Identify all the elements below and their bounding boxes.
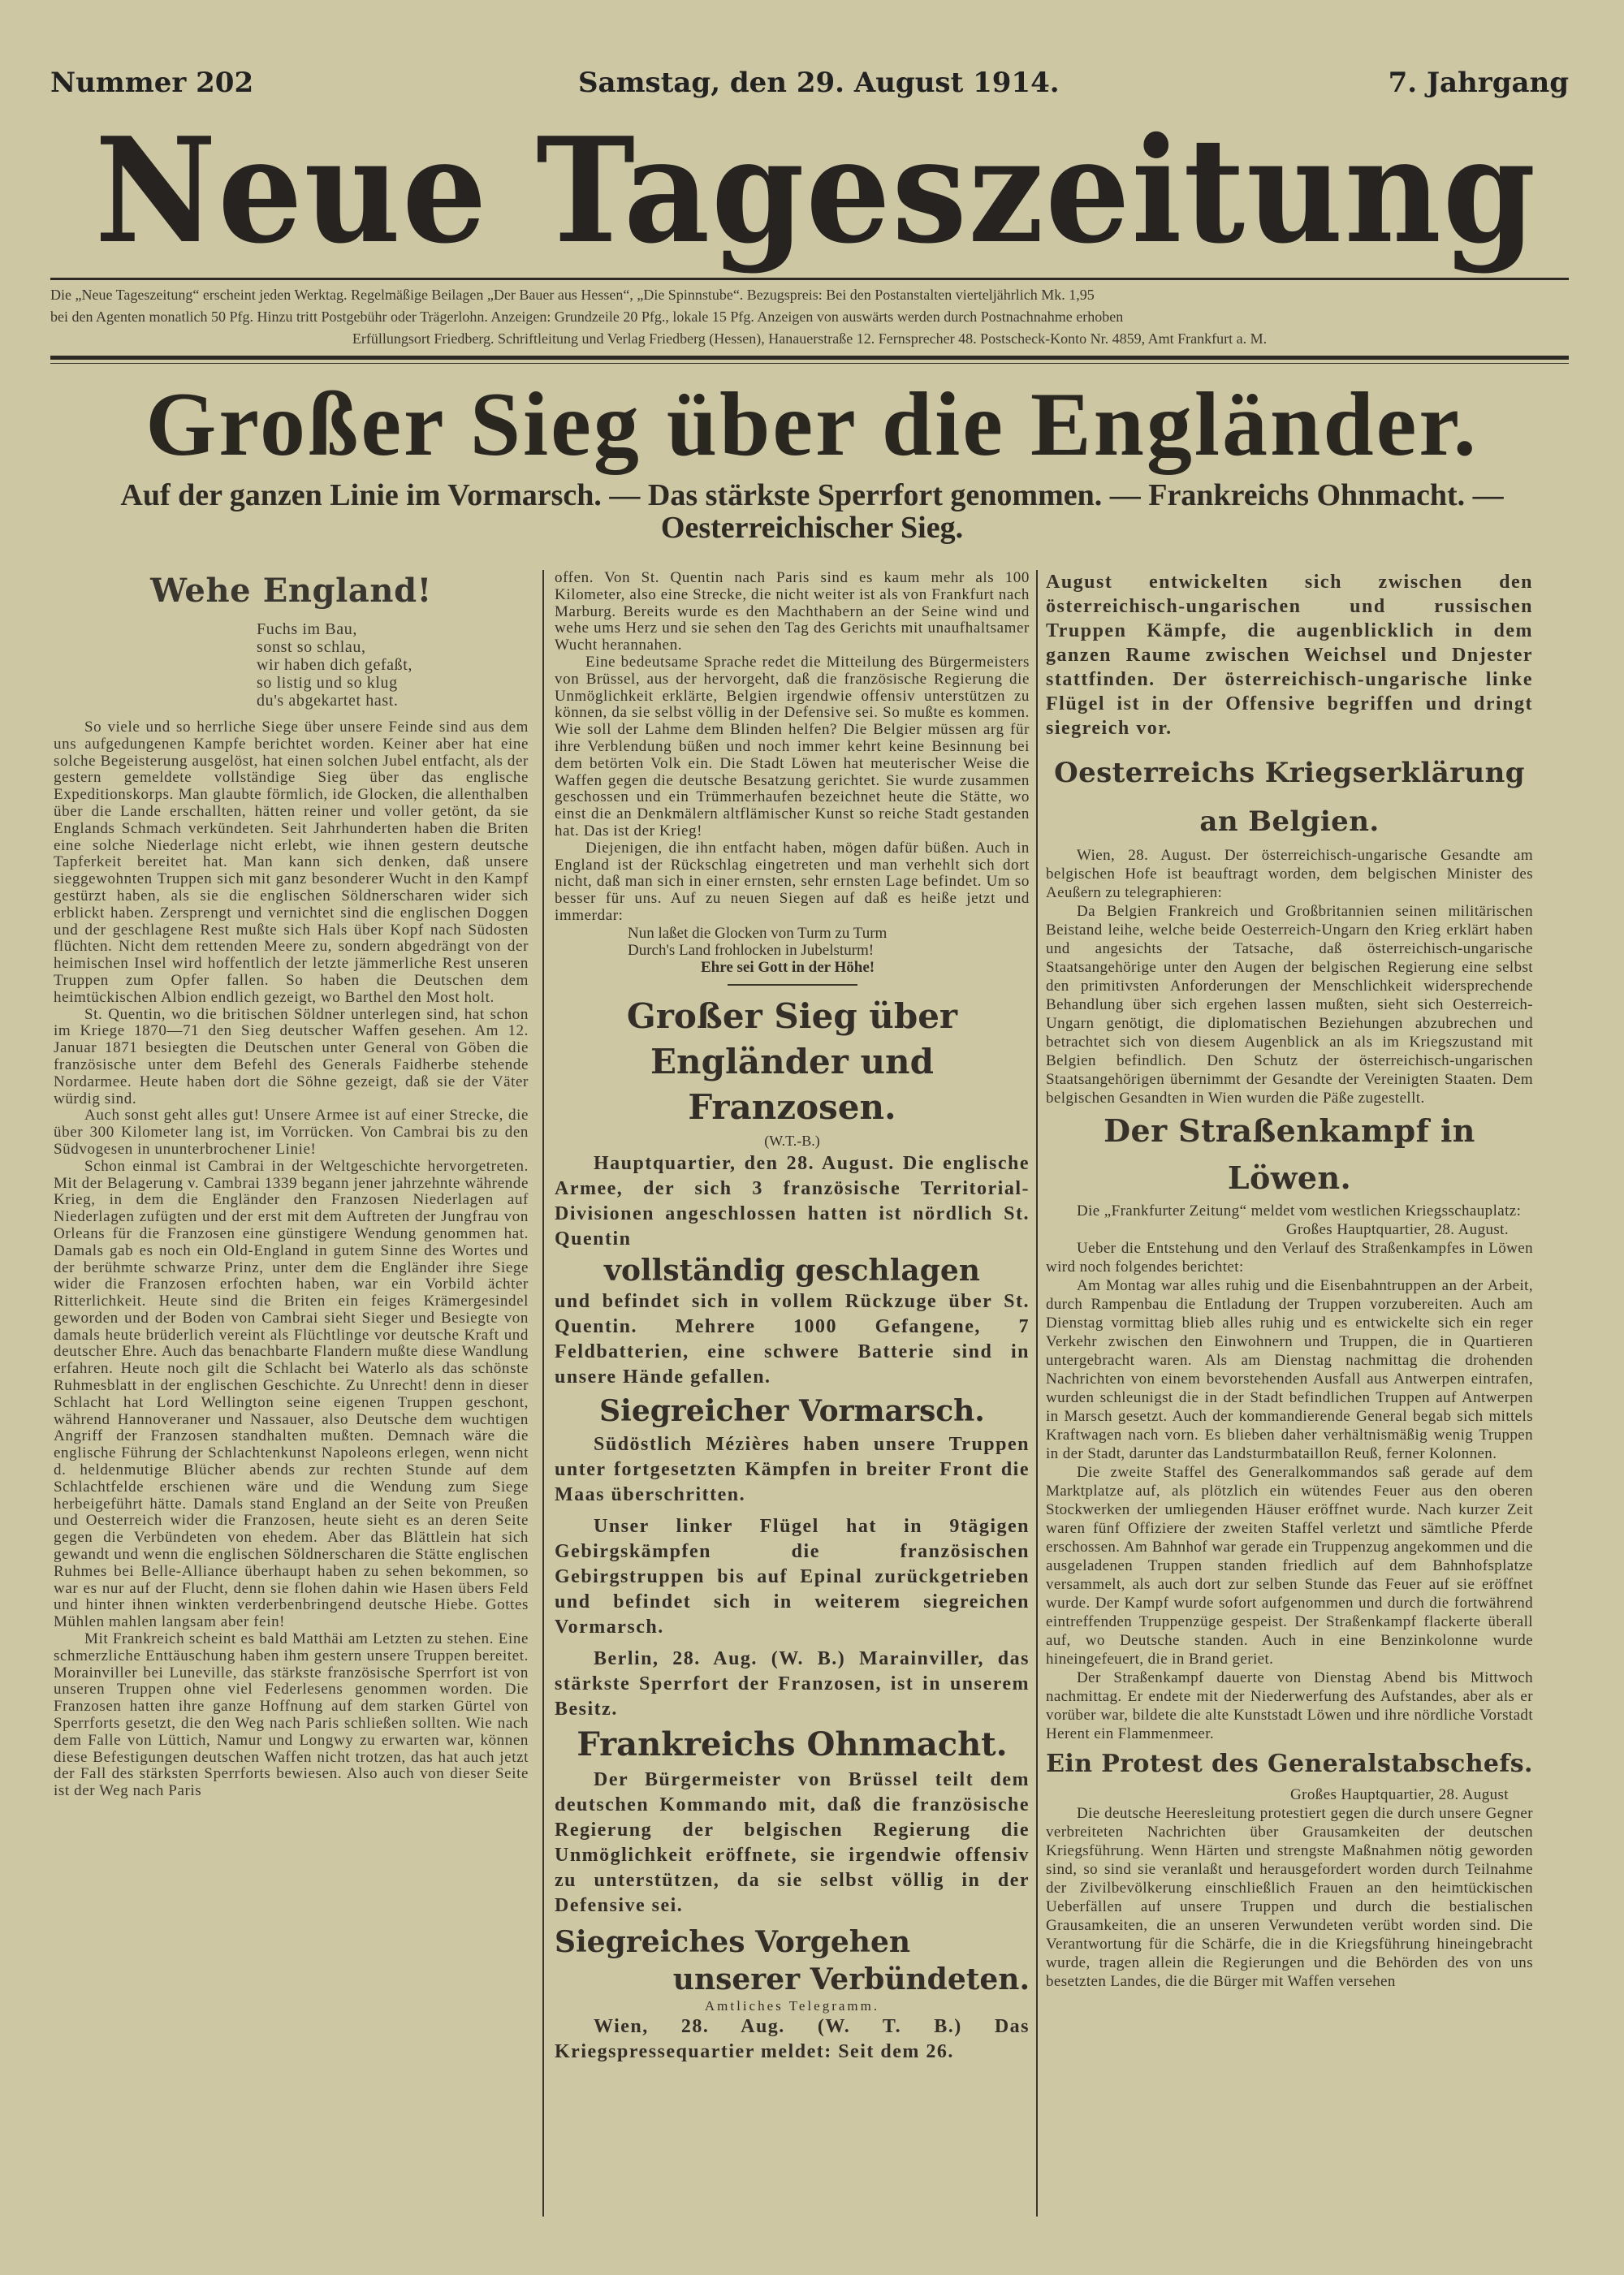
divider	[50, 363, 1569, 364]
paragraph: St. Quentin, wo die britischen Söldner unterlegen sind, hat schon im Kriege 1870—71 den Sieg deutscher Waffen gesehen. Am 12. Januar 1871 besiegten die Deutschen unter General von Göben die französische unter dem Befehl des Generals Faidherbe stehende Nordarmee. Heute haben dort die Söhne gezeigt, daß sie der Väter würdig sind.	[54, 1005, 529, 1107]
article-wehe-england	[54, 570, 529, 2241]
paragraph: August entwickelten sich zwischen den österreichisch-ungarischen und russischen Truppen Kämpfe, die augenblicklich in dem ganzen Raume zwischen Weichsel und Dnjester stattfinden. Der österreichisch-ungarische linke Flügel ist in der Offensive begriffen und dringt siegreich vor.	[1046, 572, 1533, 739]
issue-bar	[50, 67, 1569, 107]
paragraph: Die „Frankfurter Zeitung“ meldet vom westlichen Kriegsschauplatz:	[1077, 1202, 1522, 1220]
dateline: Großes Hauptquartier, 28. August.	[1285, 1221, 1509, 1238]
verse-line: Durch's Land frohlocken in Jubelsturm!	[628, 941, 875, 959]
section-title: Siegreiches Vorgehen	[555, 1924, 911, 1959]
article-title: Wehe England!	[150, 572, 432, 610]
paragraph: Die zweite Staffel des Generalkommandos saß gerade auf dem Marktplatze auf, als plötzlich ein wütendes Feuer aus den oberen Stockwerken der umliegenden Häuser eröffnet wurde. Nach kurzer Zeit waren fünf Offiziere der zweiten Staffel verletzt und sämtliche Pferde erschossen. Am Bahnhof war gerade ein Truppenzug angekommen und die ausgeladenen Truppen standen friedlich auf dem Bahnhofsplatze versammelt, als auch dort zur selben Stunde das Feuer auf sie eröffnet wurde. Der Kampf wurde sofort aufgenommen und durch die fortwährend eintreffenden Truppenzüge gespeist. Der Straßenkampf flackerte überall auf, wo Deutsche standen. Auch in eine Benzinkolonne wurde hineingefeuert, die in Brand geriet.	[1046, 1464, 1533, 1668]
paragraph: Berlin, 28. Aug. (W. B.) Marainviller, das stärkste Sperrfort der Franzosen, ist in unserem Besitz.	[555, 1647, 1030, 1720]
info-line: Die „Neue Tageszeitung“ erscheint jeden Werktag. Regelmäßige Beilagen „Der Bauer aus Hessen“, „Die Spinnstube“. Bezugspreis: Bei den Postanstalten vierteljährlich Mk. 1,95	[50, 287, 1095, 303]
paragraph: Am Montag war alles ruhig und die Eisenbahntruppen an der Arbeit, durch Rampenbau die Entladung der Truppen vorzubereiten. Auch am Dienstag vormittag blieb alles ruhig und es entwickelte sich ein reger Verkehr zwischen den Einwohnern und Truppen, die in Quartieren untergebracht waren. Als am Dienstag nachmittag die drohenden Nachrichten von einem bevorstehenden Ausfall aus Antwerpen eintrafen, wurden schleunigst die in der Stadt befindlichen Truppen auf Antwerpen in Marsch gesetzt. Auch der kommandierende General begab sich mittels Kraftwagen nach vorn. Es blieben daher verhältnismäßig wenig Truppen in der Stadt, darunter das Landsturmbataillon Reuß, ferner Kolonnen.	[1046, 1277, 1533, 1462]
paragraph: Mit Frankreich scheint es bald Matthäi am Letzten zu stehen. Eine schmerzliche Enttäuschung haben ihm gestern unsere Truppen bereitet. Morainviller bei Luneville, das stärkste französische Sperrfort ist von unseren Truppen ohne viel Federlesens genommen worden. Die Franzosen hatten ihre ganze Hoffnung auf dem starken Gürtel von Sperrforts gesetzt, die den Weg nach Paris schließen sollten. Wie nach dem Falle von Lüttich, Namur und Longwy zu erwarten war, können diese Befestigungen deutschen Waffen nicht trotzen, das hat auch jetzt der Fall des stärksten Sperrforts bewiesen. Also auch von dieser Seite ist der Weg nach Paris	[54, 1630, 529, 1800]
paragraph: Der Straßenkampf dauerte von Dienstag Abend bis Mittwoch nachmittag. Er endete mit der Niederwerfung des Aufstandes, aber als er vorüber war, bildete die alte Kunststadt Löwen und ihre nördliche Vorstadt Herent ein Flammenmeer.	[1046, 1669, 1533, 1742]
paragraph: Hauptquartier, den 28. August. Die englische Armee, der sich 3 französische Territorial-Divisionen angeschlossen hatten ist nördlich St. Quentin	[555, 1152, 1030, 1250]
paragraph: Südöstlich Mézières haben unsere Truppen unter fortgesetzten Kämpfen in breiter Front die Maas überschritten.	[555, 1433, 1030, 1505]
paragraph: Auch sonst geht alles gut! Unsere Armee ist auf einer Strecke, die über 300 Kilometer lang ist, im Vorrücken. Von Cambrai bis zu den Südvogesen in ununterbrochener Linie!	[54, 1107, 529, 1158]
poem-line: Fuchs im Bau,	[257, 620, 357, 638]
volume: 7. Jahrgang	[1388, 67, 1569, 99]
paragraph: Diejenigen, die ihn entfacht haben, mögen dafür büßen. Auch in England ist der Rückschlag eingetreten und man verhehlt sich dort nicht, daß man sich in einer ernsten, sehr ernsten Lage befindet. Um so besser für uns. Auf zu neuen Siegen auf daß es heiße jetzt und immerdar:	[555, 839, 1030, 924]
section-title: Frankreichs Ohnmacht.	[577, 1725, 1008, 1763]
divider	[728, 984, 857, 986]
divider	[50, 278, 1569, 280]
paragraph: Ueber die Entstehung und den Verlauf des Straßenkampfes in Löwen wird noch folgendes berichtet:	[1046, 1240, 1533, 1276]
column-3	[1046, 570, 1533, 2241]
paragraph: Der Bürgermeister von Brüssel teilt dem deutschen Kommando mit, daß die französische Regierung der belgischen Regierung die Unmöglichkeit eröffnete, sie irgendwie offensiv zu unterstützen, da sie selbst völlig in der Defensive sei.	[555, 1768, 1030, 1916]
issue-date: Samstag, den 29. August 1914.	[578, 67, 1060, 99]
info-line: bei den Agenten monatlich 50 Pfg. Hinzu tritt Postgebühr oder Trägerlohn. Anzeigen: Grundzeile 20 Pfg., lokale 15 Pfg. Anzeigen von auswärts werden durch Postnachnahme erhoben	[50, 309, 1124, 325]
article-title: Der Straßenkampf in Löwen.	[1104, 1112, 1475, 1196]
paragraph: Da Belgien Frankreich und Großbritannien seinen militärischen Beistand leihe, welche beide Oesterreich-Ungarn den Krieg erklärt haben und angesichts der Tatsache, daß österreichisch-ungarische Staatsangehörige unter den Augen der belgischen Regierung eine selbst den primitivsten Anforderungen der Menschlichkeit widersprechende Behandlung über sich ergehen lassen mußten, sieht sich Oesterreich-Ungarn genötigt, die diplomatischen Beziehungen abzubrechen und betrachtet sich von diesem Augenblick an als im Kriegszustand mit Belgien befindlich. Den Schutz der österreichisch-ungarischen Staatsangehörigen übernimmt der Gesandte der Vereinigten Staaten. Dem belgischen Gesandten in Wien wurden die Päße zugestellt.	[1046, 903, 1533, 1107]
paragraph: So viele und so herrliche Siege über unsere Feinde sind aus dem uns aufgedungenen Kampfe berichtet worden. Keiner aber hat eine solche Begeisterung ausgelöst, hat einen solchen Jubel entfacht, als der gestern gemeldete vollständige Sieg über das englische Expeditionskorps. Man glaubte förmlich, ide Glocken, die allenthalben über die Lande erschallten, hätten reiner und voller getönt, da sie Englands Schmach verkündeten. Seit Jahrhunderten haben die Briten eine solche Niederlage nicht erlebt, wie ihnen gestern deutsche Tapferkeit bereitet hat. Man kann sich denken, daß unsere sieggewohnten Truppen sich mit ganz besonderer Wucht in den Kampf gestürzt haben, als sie die englischen Söldnerscharen wider sich erblickt haben. Zersprengt und vernichtet sind die englischen Doggen und der geschlagene Rest mußte sich Hals über Kopf nach Südosten flüchten. Nicht dem rettenden Meere zu, sondern abgedrängt von der heimischen Insel wird hoffentlich der letzte jämmerliche Rest unseren Truppen zum Opfer fallen. So haben die Deutschen dem heimtückischen Albion endlich gezeigt, wo Barthel den Most holt.	[54, 719, 529, 1006]
verse	[555, 925, 1030, 976]
article-title: Ein Protest des Generalstabschefs.	[1046, 1750, 1533, 1778]
paragraph: Die deutsche Heeresleitung protestiert gegen die durch unsere Gegner verbreiteten Nachrichten über Grausamkeiten der deutschen Kriegsführung. Wenn Härten und strengste Maßnahmen nötig geworden sind, so sind sie veranlaßt und herausgefordert worden durch Teilnahme der Zivilbevölkerung einschließlich Frauen an den heimtückischen Ueberfällen auf unsere Truppen und durch die bestialischen Grausamkeiten, die an unseren Verwundeten verübt worden sind. Die Verantwortung für die Schärfe, die in die Kriegsführung hineingebracht wurde, tragen allein die Regierungen und die Behörden des von uns besetzten Landes, die die Bürger mit Waffen versehen	[1046, 1805, 1533, 1990]
paragraph: Wien, 28. August. Der österreichisch-ungarische Gesandte am belgischen Hofe ist beauftragt worden, dem belgischen Minister des Aeußern zu telegraphieren:	[1046, 847, 1533, 901]
main-headline: Großer Sieg über die Engländer.	[145, 374, 1479, 475]
poem	[257, 620, 529, 710]
paragraph: offen. Von St. Quentin nach Paris sind es kaum mehr als 100 Kilometer, also eine Strecke, die nicht weiter ist als von Frankfurt nach Marburg. Bereits wurde es den Machthabern an der Seine wind und wehe ums Herz und sie sehen den Tag des Gerichts mit unaufhaltsamer Wucht herannahen.	[555, 570, 1030, 654]
issue-number: Nummer 202	[50, 67, 254, 99]
verse-line: Nun laßet die Glocken von Turm zu Turm	[628, 924, 888, 942]
paragraph: Eine bedeutsame Sprache redet die Mitteilung des Bürgermeisters von Brüssel, aus der hervorgeht, daß die französische Regierung die Unmöglichkeit erklärte, Belgien irgendwie offensiv unterstützen zu können, da sie selbst völlig in der Defensive sei. So mußte es kommen. Wie soll der Lahme dem Blinden helfen? Die Belgier müssen arg für ihre Verblendung büßen und noch immer kehrt keine Besinnung bei dem betörten Volk ein. Die Stadt Löwen hat meuterischer Weise die Waffen gegen die deutsche Besatzung gerichtet. Sie wurde zusammen geschossen und ein Trümmerhaufen bezeichnet heute die Stätte, wo einst die an Denkmälern altflämischer Kunst so reiche Stadt gestanden hat. Das ist der Krieg!	[555, 653, 1030, 840]
paragraph: Wien, 28. Aug. (W. T. B.) Das Kriegspressequartier meldet: Seit dem 26.	[555, 2015, 1030, 2062]
masthead: Neue Tageszeitung	[94, 106, 1538, 275]
report-source: (W.T.-B.)	[764, 1132, 820, 1149]
poem-line: wir haben dich gefaßt,	[257, 656, 413, 674]
sub-headline: Auf der ganzen Linie im Vormarsch. — Das stärkste Sperrfort genommen. — Frankreichs Ohnmacht. — Oesterreichischer Sieg.	[120, 478, 1504, 545]
section-title: Siegreicher Vormarsch.	[599, 1393, 985, 1428]
paragraph: und befindet sich in vollem Rückzuge über St. Quentin. Mehrere 1000 Gefangene, 7 Feldbatterien, eine schwere Batterie sind in unsere Hände gefallen.	[555, 1290, 1030, 1388]
poem-line: so listig und so klug	[257, 674, 398, 692]
paragraph: Schon einmal ist Cambrai in der Weltgeschichte hervorgetreten. Mit der Belagerung v. Cambrai 1339 begann jener jahrzehnte währende Krieg, in dem die Engländer den Franzosen Niederlagen auf Niederlagen zufügten und der erst mit dem Auftreten der Jungfrau von Orleans für die Franzosen eine günstigere Wendung genommen hat. Damals gab es noch ein Old-England in gutem Sinne des Wortes und der berühmte schwarze Prinz, unter dem die Engländer ihre Siege wider die Franzosen erfochten haben, war ein Vorbild ächter Ritterlichkeit. Heute sind die Briten ein feiges Krämergesindel geworden und der Boden von Cambrai sieht Sieger und Besiegte von damals heute brüderlich vereint als Flüchtlinge vor deutsche Kraft und deutscher Ehre. Auch das benachbarte Flandern mußte diese Wandlung erfahren. Heute noch gilt die Schlacht bei Waterlo als das schönste Ruhmesblatt in der englischen Geschichte. Zu Unrecht! denn in dieser Schlacht hat Lord Wellington seine eigenen Truppen geschont, während Hannoveraner und Nassauer, also Deutsche dem wuchtigen Angriff der Franzosen standhalten mußten. Demnach wäre die englische Führung der Schlachtenkunst Napoleons erlegen, wenn nicht d. heldenmutige Blücher abends zur rechten Stunde auf dem Schlachtfelde erschienen wäre und die Wendung zum Siege herbeigeführt hätte. Damals stand England an der Seite von Preußen und Oesterreich wider die Franzosen, heute sieht es an deren Seite gegen die Verbündeten von ehedem. Aber das Blättlein hat sich gewandt und wenn die englischen Söldnerscharen die Stätte englischen Ruhmes bei Belle-Alliance überhaupt haben zu sehen bekommen, so war es nur auf der Flucht, denn sie flohen dahin wie Hasen übers Feld und hinter ihnen winkten verderbenbringend deutsche Hiebe. Gottes Mühlen mahlen langsam aber fein!	[54, 1157, 529, 1631]
section-title: unserer Verbündeten.	[672, 1962, 1030, 1997]
telegram-label: Amtliches Telegramm.	[704, 1997, 880, 2014]
dateline: Großes Hauptquartier, 28. August	[1289, 1786, 1509, 1803]
divider	[50, 356, 1569, 360]
paragraph: Unser linker Flügel hat in 9tägigen Gebirgskämpfen die französischen Gebirgstruppen bis auf Epinal zurückgetrieben und befindet sich in weiterem siegreichen Vormarsch.	[555, 1515, 1030, 1638]
column-2	[555, 570, 1030, 2241]
column-divider	[542, 570, 544, 2217]
info-line: Erfüllungsort Friedberg. Schriftleitung und Verlag Friedberg (Hessen), Hanauerstraße 12. Fernsprecher 48. Postscheck-Konto Nr. 4859, Amt Frankfurt a. M.	[352, 330, 1268, 347]
emphasis-line: vollständig geschlagen	[604, 1253, 980, 1288]
column-divider	[1036, 570, 1038, 2217]
poem-line: du's abgekartet hast.	[257, 692, 399, 710]
report-title: Großer Sieg über Engländer und Franzosen.	[626, 995, 958, 1127]
poem-line: sonst so schlau,	[257, 638, 366, 656]
article-title: Oesterreichs Kriegserklärung an Belgien.	[1054, 757, 1525, 838]
verse-line: Ehre sei Gott in der Höhe!	[701, 958, 875, 976]
publication-info	[50, 284, 1569, 350]
